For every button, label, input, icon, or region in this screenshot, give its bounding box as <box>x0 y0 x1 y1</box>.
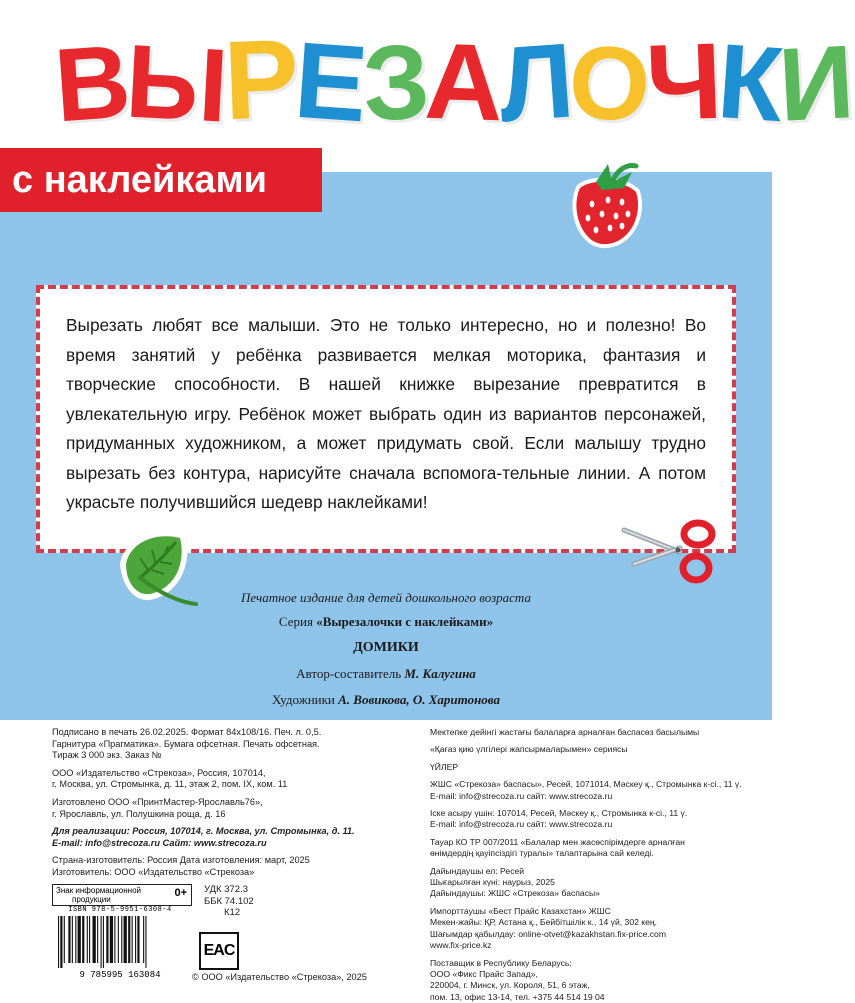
series-line <box>0 614 772 630</box>
by-supplier-line: Поставщик в Республику Беларусь: <box>430 957 572 968</box>
imprint-left-column <box>52 727 412 879</box>
artists-label: Художники <box>272 692 335 707</box>
book-title-banner <box>51 15 855 145</box>
info-sign-label <box>56 886 141 904</box>
artists-names: А. Вовикова, О. Харитонова <box>338 692 500 707</box>
classification-codes <box>204 884 284 919</box>
strawberry-icon <box>562 160 658 252</box>
title-letter: Л <box>495 21 576 145</box>
kz-address-line: Мекен-жайы: ҚР, Астана қ., Бейбітшілік к., 14 үй, 302 кең. <box>430 917 658 928</box>
eac-mark <box>199 932 243 972</box>
imprint-right-column <box>430 727 760 1003</box>
info-sign <box>52 884 192 906</box>
title-letter: О <box>566 24 652 144</box>
artists-line <box>0 692 772 708</box>
subtitle-ribbon <box>0 148 322 212</box>
kz-contacts-line: E-mail: info@strecoza.ru сайт: www.strecoza.ru <box>430 790 613 801</box>
author-mark: К12 <box>224 907 241 919</box>
print-spec-line: Подписано в печать 26.02.2025. Формат 84х108/16. Печ. л. 0,5. <box>52 727 322 737</box>
by-address-line: пом. 13, офис 13-14, тел. +375 44 514 19 04 <box>430 991 605 1002</box>
title-letter: И <box>775 24 855 144</box>
scissors-icon <box>620 512 720 588</box>
copyright: © ООО «Издательство «Стрекоза», 2025 <box>192 972 367 982</box>
kz-date-line: Шығарылған күні: наурыз, 2025 <box>430 877 555 888</box>
edition-line: Печатное издание для детей дошкольного возраста <box>241 590 531 605</box>
kz-complaints-line: Шағымдар қабылдау: online-otvet@kazakhstan.fix-price.com <box>430 928 666 939</box>
title-letter: В <box>51 23 133 145</box>
printer-line: г. Ярославль, ул. Полушкина роща, д. 16 <box>52 808 226 819</box>
title-letter: К <box>714 21 786 145</box>
author-label: Автор-составитель <box>296 666 402 681</box>
barcode-digits: 9 785995 163084 <box>79 970 161 980</box>
title-letter: З <box>359 22 431 144</box>
bbk-code: ББК 74.102 <box>204 895 254 907</box>
kz-compliance-line: Тауар КО ТР 007/2011 «Балалар мен жасөспірімдерге арналған <box>430 836 685 847</box>
info-sign-label-2: продукции <box>72 895 111 904</box>
author-line <box>0 666 772 682</box>
kz-publisher-line: ЖШС «Стрекоза» баспасы», Ресей, 1071014, Мәскеу қ., Стромынка к-сі., 11 ү. <box>430 779 742 790</box>
kz-manufacturer-line: Дайындаушы: ЖШС «Стрекоза» баспасы» <box>430 888 600 899</box>
title-letter: Е <box>290 18 369 145</box>
description-text: Вырезать любят все малыши. Это не только интересно, но и полезно! Во время занятий у ребёнка развивается мелкая моторика, фантазия и творческие способности. В нашей книжке вырезание превратится в увлекательную игру. Ребёнок может выбрать один из вариантов персонажей, придуманных художником, а может придумать свой. Если малышу трудно вырезать без контура, нарисуйте сначала вспомога-тельные линии. А потом украсьте получившийся шедевр наклейками! <box>66 315 706 512</box>
kz-series-line: «Қағаз қию үлгілері жапсырмаларымен» сериясы <box>430 744 628 755</box>
title-letter: Ч <box>644 19 723 144</box>
udk-code: УДК 372.3 <box>204 884 248 895</box>
kz-contacts-line: E-mail: info@strecoza.ru сайт: www.strecoza.ru <box>430 819 613 830</box>
subtitle-text: с наклейками <box>12 158 268 201</box>
kz-title-line: ҮЙЛЕР <box>430 761 459 772</box>
barcode-bars <box>50 914 190 968</box>
print-spec-line: Тираж 3 000 экз. Заказ № <box>52 750 162 761</box>
eac-text: EAC <box>199 932 239 970</box>
manufacturer-line: Изготовитель: ООО «Издательство «Стрекоза» <box>52 866 255 877</box>
isbn-text: ISBN 978-5-9951-6308-4 <box>68 906 172 914</box>
kz-edition-line: Мектепке дейінгі жастағы балаларға арналған баспасөз басылымы <box>430 727 700 737</box>
title-letter: А <box>423 19 504 144</box>
sales-line: Для реализации: Россия, 107014, г. Москва, ул. Стромынка, д. 11. <box>52 826 355 837</box>
contacts-line: E-mail: info@strecoza.ru Сайт: www.strecoza.ru <box>52 837 267 848</box>
publisher-line: ООО «Издательство «Стрекоза», Россия, 107014, <box>52 767 266 778</box>
author-name: М. Калугина <box>404 666 476 681</box>
series-name: «Вырезалочки с наклейками» <box>316 614 494 629</box>
info-sign-label-1: Знак информационной <box>56 886 141 895</box>
title-letter: Ы <box>123 23 229 145</box>
origin-line: Страна-изготовитель: Россия Дата изготовления: март, 2025 <box>52 855 310 866</box>
by-address-line: 220004, г. Минск, ул. Короля, 51, 6 этаж, <box>430 980 590 991</box>
publisher-line: г. Москва, ул. Стромынка, д. 11, этаж 2, пом. IX, ком. 11 <box>52 779 288 790</box>
series-prefix: Серия <box>278 614 313 629</box>
kz-compliance-line: өнімдердің қауіпсіздігі туралы» талаптарына сай келеді. <box>430 848 654 859</box>
kz-sales-line: Іске асыру үшін: 107014, Ресей, Мәскеу қ., Стромынка к-сі., 11 ү. <box>430 808 688 819</box>
isbn-barcode <box>50 906 190 978</box>
title-letter: Р <box>221 15 299 144</box>
age-rating: 0+ <box>174 887 187 899</box>
kz-website-line: www.fix-price.kz <box>430 940 492 951</box>
by-supplier-line: ООО «Фикс Прайс Запад», <box>430 968 538 979</box>
print-spec-line: Гарнитура «Прагматика». Бумага офсетная. Печать офсетная. <box>52 738 320 749</box>
printer-line: Изготовлено ООО «ПринтМастер-Ярославль76», <box>52 796 263 807</box>
book-name: ДОМИКИ <box>353 640 419 655</box>
kz-country-line: Дайындаушы ел: Ресей <box>430 865 525 876</box>
kz-importer-line: Импорттаушы «Бест Прайс Казахстан» ЖШС <box>430 905 611 916</box>
